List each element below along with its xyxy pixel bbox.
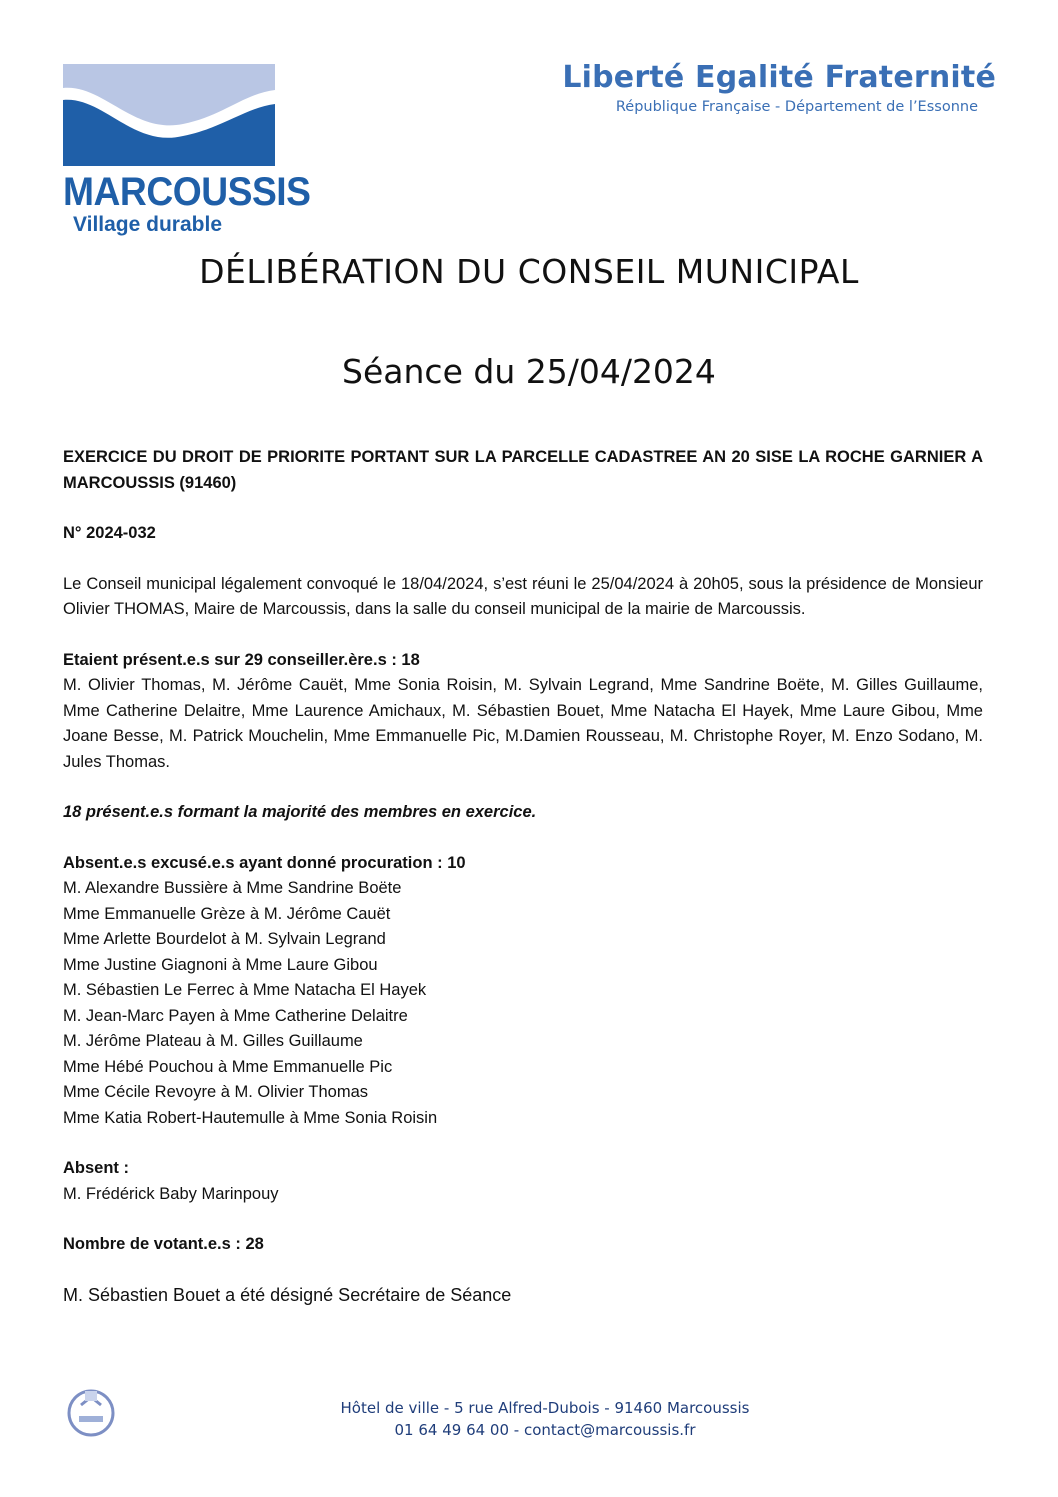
proxy-item: Mme Justine Giagnoni à Mme Laure Gibou	[63, 955, 378, 974]
logo-name: MARCOUSSIS	[63, 170, 311, 214]
deliberation-number: N° 2024-032	[63, 524, 156, 542]
proxy-item: Mme Arlette Bourdelot à M. Sylvain Legrand	[63, 930, 386, 948]
present-heading: Etaient présent.e.s sur 29 conseiller.ère.s : 18	[63, 650, 420, 669]
footer-address: Hôtel de ville - 5 rue Alfred-Dubois - 91460 Marcoussis	[340, 1399, 750, 1417]
page-footer	[300, 1397, 790, 1441]
quorum-statement: 18 présent.e.s formant la majorité des membres en exercice.	[63, 803, 537, 821]
recycled-paper-icon	[63, 1383, 119, 1439]
proxy-item: Mme Emmanuelle Grèze à M. Jérôme Cauët	[63, 904, 391, 923]
marcoussis-logo	[63, 64, 311, 237]
proxy-item: Mme Katia Robert-Hautemulle à Mme Sonia Roisin	[63, 1108, 438, 1127]
proxy-item: Mme Hébé Pouchou à Mme Emmanuelle Pic	[63, 1057, 393, 1076]
absent-name: M. Frédérick Baby Marinpouy	[63, 1184, 279, 1203]
proxy-item: M. Jean-Marc Payen à Mme Catherine Delaitre	[63, 1006, 408, 1025]
proxy-item: Mme Cécile Revoyre à M. Olivier Thomas	[63, 1083, 369, 1101]
absent-heading: Absent :	[63, 1159, 129, 1177]
motto-subtitle: République Française - Département de l’Essonne	[615, 99, 978, 115]
document-title: DÉLIBÉRATION DU CONSEIL MUNICIPAL	[199, 252, 859, 291]
intro-paragraph: Le Conseil municipal légalement convoqué le 18/04/2024, s’est réuni le 25/04/2024 à 20h05, sous la présidence de Monsieur Olivier THOMAS, Maire de Marcoussis, dans la salle du conseil municipal de la mairie de Marcoussis.	[63, 574, 983, 618]
proxies-heading: Absent.e.s excusé.e.s ayant donné procuration : 10	[63, 853, 466, 872]
proxy-item: M. Jérôme Plateau à M. Gilles Guillaume	[63, 1032, 363, 1050]
session-date: Séance du 25/04/2024	[342, 352, 716, 391]
motto-text: Liberté Egalité Fraternité	[562, 60, 996, 95]
proxy-item: M. Sébastien Le Ferrec à Mme Natacha El Hayek	[63, 981, 427, 999]
republic-motto	[562, 60, 996, 115]
logo-wave-icon	[63, 64, 275, 166]
secretary-statement: M. Sébastien Bouet a été désigné Secrétaire de Séance	[63, 1284, 512, 1305]
footer-contact: 01 64 49 64 00 - contact@marcoussis.fr	[394, 1421, 696, 1439]
logo-tagline: Village durable	[73, 213, 222, 236]
voters-count: Nombre de votant.e.s : 28	[63, 1235, 264, 1253]
deliberation-subject: EXERCICE DU DROIT DE PRIORITE PORTANT SUR LA PARCELLE CADASTREE AN 20 SISE LA ROCHE GARNIER A MARCOUSSIS (91460)	[63, 448, 983, 492]
deliberation-body	[63, 445, 983, 1308]
present-names: M. Olivier Thomas, M. Jérôme Cauët, Mme Sonia Roisin, M. Sylvain Legrand, Mme Sandrine Boëte, M. Gilles Guillaume, Mme Catherine Delaitre, Mme Laurence Amichaux, M. Sébastien Bouet, Mme Natacha El Hayek, Mme Laure Gibou, Mme Joane Besse, M. Patrick Mouchelin, Mme Emmanuelle Pic, M.Damien Rousseau, M. Christophe Royer, M. Enzo Sodano, M. Jules Thomas.	[63, 676, 983, 771]
proxy-item: M. Alexandre Bussière à Mme Sandrine Boëte	[63, 879, 402, 897]
